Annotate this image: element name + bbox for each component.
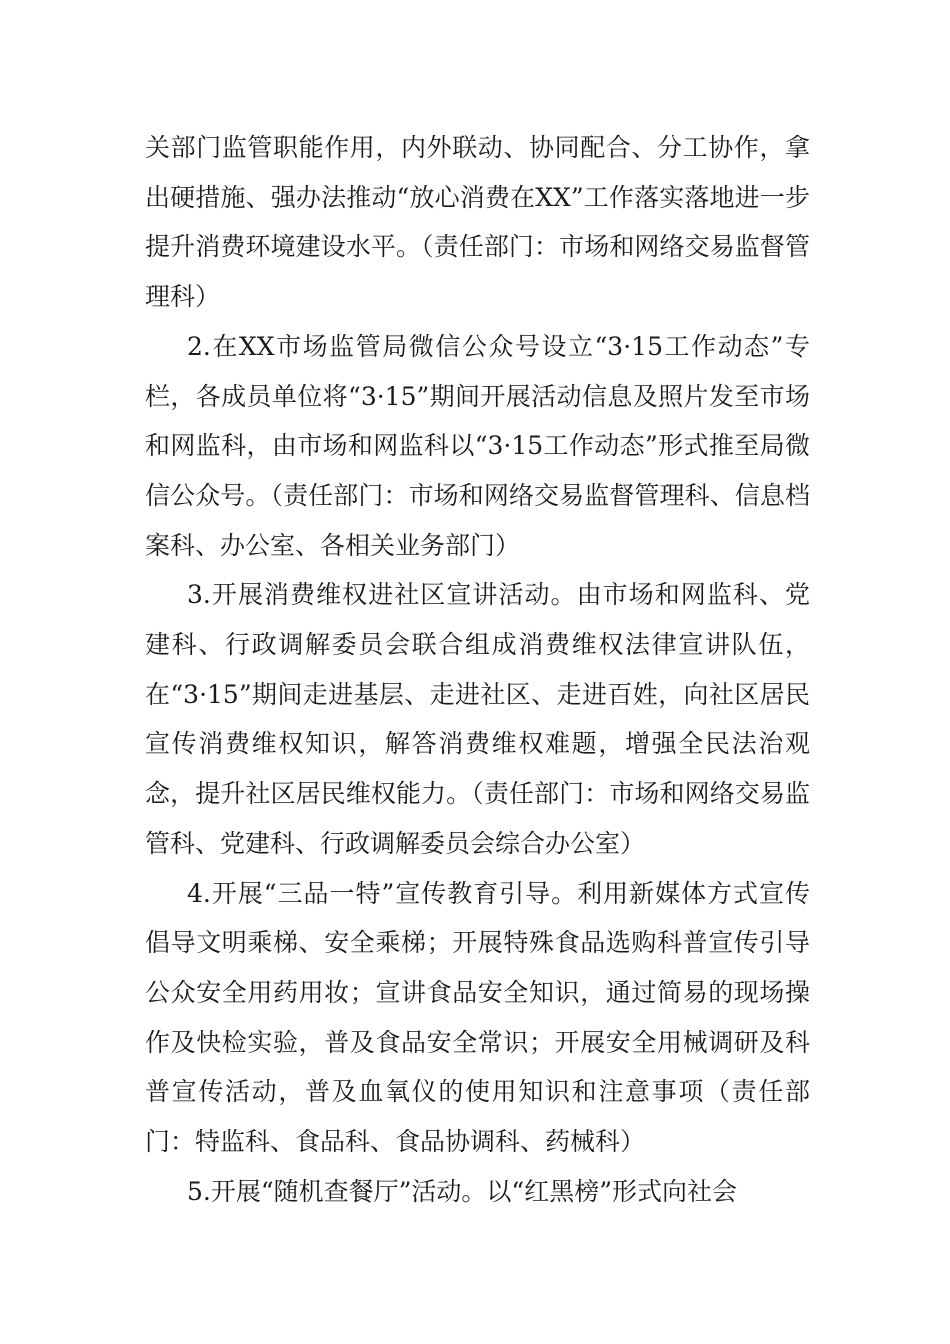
paragraph-item-4: 4.开展“三品一特”宣传教育引导。利用新媒体方式宣传倡导文明乘梯、安全乘梯；开展特殊食品选购科普宣传引导公众安全用药用妆；宣讲食品安全知识，通过简易的现场操作及快检实验，普及食品安全常识；开展安全用械调研及科普宣传活动，普及血氧仪的使用知识和注意事项（责任部门：特监科、食品科、食品协调科、药械科）: [145, 878, 810, 1157]
paragraph-item-2: 2.在XX市场监管局微信公众号设立“3·15工作动态”专栏，各成员单位将“3·15”期间开展活动信息及照片发至市场和网监科，由市场和网监科以“3·15工作动态”形式推至局微信公众号。（责任部门：市场和网络交易监督管理科、信息档案科、办公室、各相关业务部门）: [145, 331, 810, 560]
paragraph-item-5: 5.开展“随机查餐厅”活动。以“红黑榜”形式向社会: [187, 1176, 737, 1206]
paragraph-item-3: 3.开展消费维权进社区宣讲活动。由市场和网监科、党建科、行政调解委员会联合组成消费维权法律宣讲队伍，在“3·15”期间走进基层、走进社区、走进百姓，向社区居民宣传消费维权知识，解答消费维权难题，增强全民法治观念，提升社区居民维权能力。（责任部门：市场和网络交易监管科、党建科、行政调解委员会综合办公室）: [145, 580, 810, 858]
paragraph-continuation: 关部门监管职能作用，内外联动、协同配合、分工协作，拿出硬措施、强办法推动“放心消费在XX”工作落实落地进一步提升消费环境建设水平。（责任部门：市场和网络交易监督管理科）: [145, 133, 810, 312]
document-body: [145, 123, 810, 1216]
